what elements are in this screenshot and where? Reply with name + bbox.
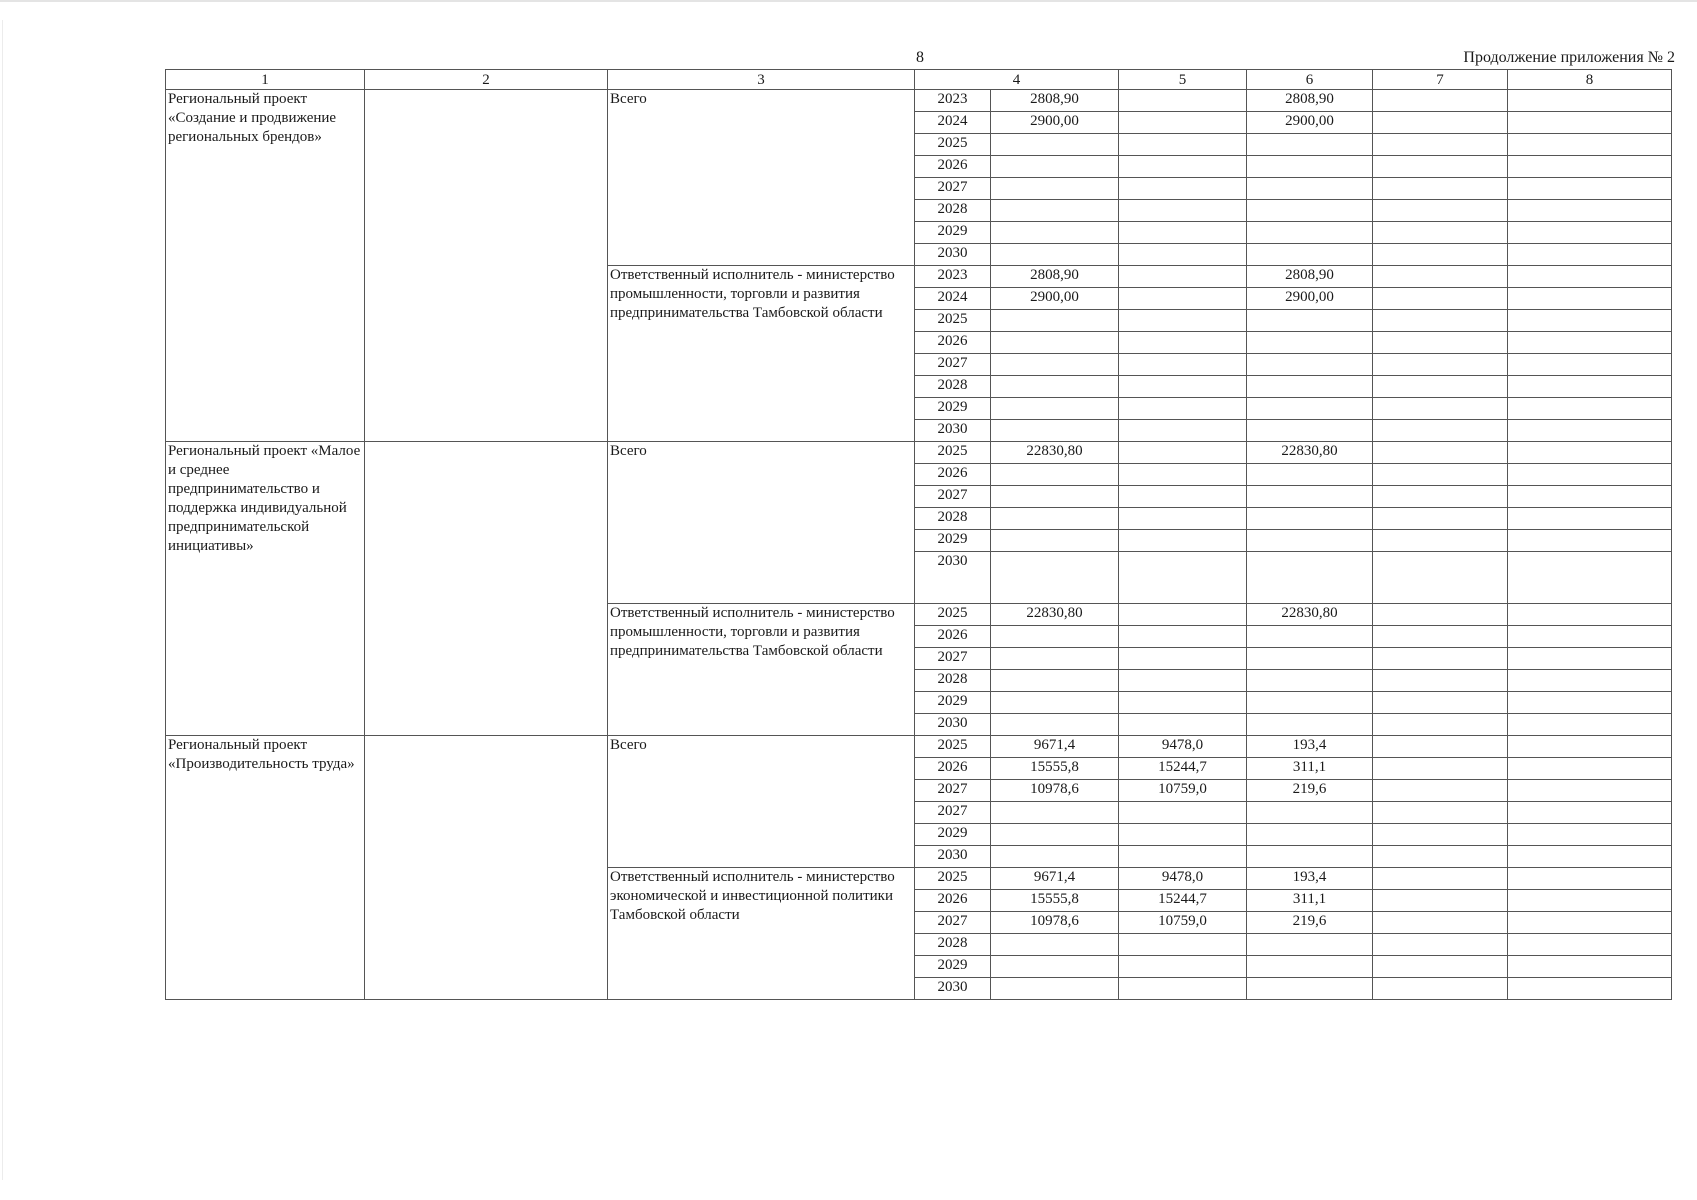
federal-value-cell: 9478,0 <box>1119 736 1247 758</box>
year-cell: 2025 <box>915 868 991 890</box>
group-label-cell: Всего <box>608 442 915 604</box>
regional-value-cell <box>1247 398 1373 420</box>
regional-value-cell <box>1247 332 1373 354</box>
total-value-cell <box>991 156 1119 178</box>
column-7-cell <box>1373 912 1508 934</box>
table-body <box>166 70 1672 1000</box>
year-cell: 2028 <box>915 934 991 956</box>
column-8-cell <box>1508 134 1672 156</box>
federal-value-cell: 10759,0 <box>1119 780 1247 802</box>
year-cell: 2029 <box>915 956 991 978</box>
regional-value-cell: 2900,00 <box>1247 112 1373 134</box>
col-header-8: 8 <box>1508 70 1672 90</box>
column-8-cell <box>1508 978 1672 1000</box>
year-cell: 2026 <box>915 156 991 178</box>
column-8-cell <box>1508 420 1672 442</box>
federal-value-cell <box>1119 670 1247 692</box>
table-row <box>166 736 1672 758</box>
year-cell: 2026 <box>915 758 991 780</box>
federal-value-cell <box>1119 442 1247 464</box>
total-value-cell <box>991 978 1119 1000</box>
column-8-cell <box>1508 398 1672 420</box>
year-cell: 2029 <box>915 692 991 714</box>
col-header-2: 2 <box>365 70 608 90</box>
year-cell: 2027 <box>915 354 991 376</box>
column-8-cell <box>1508 604 1672 626</box>
total-value-cell <box>991 398 1119 420</box>
regional-value-cell <box>1247 222 1373 244</box>
column-8-cell <box>1508 626 1672 648</box>
column-8-cell <box>1508 354 1672 376</box>
total-value-cell <box>991 332 1119 354</box>
federal-value-cell <box>1119 266 1247 288</box>
table-row <box>166 442 1672 464</box>
column-7-cell <box>1373 200 1508 222</box>
column-8-cell <box>1508 200 1672 222</box>
year-cell: 2023 <box>915 90 991 112</box>
col-header-1: 1 <box>166 70 365 90</box>
column-7-cell <box>1373 376 1508 398</box>
regional-value-cell <box>1247 956 1373 978</box>
regional-value-cell: 193,4 <box>1247 868 1373 890</box>
year-cell: 2025 <box>915 736 991 758</box>
year-cell: 2025 <box>915 604 991 626</box>
total-value-cell <box>991 508 1119 530</box>
total-value-cell <box>991 626 1119 648</box>
regional-value-cell: 2808,90 <box>1247 90 1373 112</box>
column-7-cell <box>1373 648 1508 670</box>
regional-value-cell <box>1247 824 1373 846</box>
column-8-cell <box>1508 934 1672 956</box>
regional-value-cell <box>1247 692 1373 714</box>
year-cell: 2025 <box>915 310 991 332</box>
federal-value-cell <box>1119 552 1247 604</box>
total-value-cell: 9671,4 <box>991 736 1119 758</box>
year-cell: 2030 <box>915 552 991 604</box>
total-value-cell: 2808,90 <box>991 90 1119 112</box>
year-cell: 2027 <box>915 648 991 670</box>
column-7-cell <box>1373 354 1508 376</box>
column-8-cell <box>1508 508 1672 530</box>
year-cell: 2030 <box>915 420 991 442</box>
column-7-cell <box>1373 552 1508 604</box>
column-8-cell <box>1508 552 1672 604</box>
total-value-cell: 15555,8 <box>991 758 1119 780</box>
column-8-cell <box>1508 156 1672 178</box>
regional-value-cell: 193,4 <box>1247 736 1373 758</box>
page-number: 8 <box>916 49 924 66</box>
column-8-cell <box>1508 376 1672 398</box>
column-7-cell <box>1373 846 1508 868</box>
regional-value-cell: 311,1 <box>1247 758 1373 780</box>
column-8-cell <box>1508 266 1672 288</box>
regional-value-cell <box>1247 134 1373 156</box>
total-value-cell: 15555,8 <box>991 890 1119 912</box>
column-7-cell <box>1373 626 1508 648</box>
column-8-cell <box>1508 758 1672 780</box>
federal-value-cell <box>1119 648 1247 670</box>
total-value-cell <box>991 802 1119 824</box>
total-value-cell: 2808,90 <box>991 266 1119 288</box>
federal-value-cell <box>1119 508 1247 530</box>
column-8-cell <box>1508 956 1672 978</box>
year-cell: 2030 <box>915 978 991 1000</box>
column-8-cell <box>1508 692 1672 714</box>
appendix-caption: Продолжение приложения № 2 <box>1463 49 1675 66</box>
total-value-cell: 2900,00 <box>991 112 1119 134</box>
column-7-cell <box>1373 310 1508 332</box>
column-8-cell <box>1508 714 1672 736</box>
column-8-cell <box>1508 802 1672 824</box>
regional-value-cell: 2808,90 <box>1247 266 1373 288</box>
column-8-cell <box>1508 112 1672 134</box>
column-8-cell <box>1508 222 1672 244</box>
total-value-cell <box>991 714 1119 736</box>
total-value-cell <box>991 376 1119 398</box>
total-value-cell <box>991 354 1119 376</box>
federal-value-cell: 10759,0 <box>1119 912 1247 934</box>
total-value-cell <box>991 824 1119 846</box>
year-cell: 2027 <box>915 912 991 934</box>
year-cell: 2028 <box>915 376 991 398</box>
year-cell: 2027 <box>915 780 991 802</box>
total-value-cell: 22830,80 <box>991 442 1119 464</box>
regional-value-cell <box>1247 200 1373 222</box>
column-7-cell <box>1373 508 1508 530</box>
column-7-cell <box>1373 156 1508 178</box>
regional-value-cell <box>1247 714 1373 736</box>
total-value-cell <box>991 464 1119 486</box>
regional-value-cell: 2900,00 <box>1247 288 1373 310</box>
regional-value-cell <box>1247 420 1373 442</box>
column-7-cell <box>1373 978 1508 1000</box>
federal-value-cell <box>1119 692 1247 714</box>
federal-value-cell <box>1119 802 1247 824</box>
column-8-cell <box>1508 244 1672 266</box>
regional-value-cell <box>1247 670 1373 692</box>
col-header-6: 6 <box>1247 70 1373 90</box>
table-row <box>166 90 1672 112</box>
col-header-7: 7 <box>1373 70 1508 90</box>
project-name-cell: Региональный проект «Малое и среднее предпринимательство и поддержка индивидуальной предпринимательской инициативы» <box>166 442 365 736</box>
column-2-cell <box>365 736 608 1000</box>
column-2-cell <box>365 90 608 442</box>
regional-value-cell: 22830,80 <box>1247 604 1373 626</box>
column-8-cell <box>1508 178 1672 200</box>
federal-value-cell <box>1119 978 1247 1000</box>
regional-value-cell <box>1247 552 1373 604</box>
federal-value-cell <box>1119 222 1247 244</box>
column-8-cell <box>1508 912 1672 934</box>
column-7-cell <box>1373 802 1508 824</box>
regional-value-cell <box>1247 508 1373 530</box>
total-value-cell <box>991 934 1119 956</box>
col-header-3: 3 <box>608 70 915 90</box>
year-cell: 2026 <box>915 626 991 648</box>
federal-value-cell <box>1119 288 1247 310</box>
column-8-cell <box>1508 332 1672 354</box>
column-7-cell <box>1373 464 1508 486</box>
federal-value-cell <box>1119 626 1247 648</box>
total-value-cell <box>991 200 1119 222</box>
column-2-cell <box>365 442 608 736</box>
regional-value-cell <box>1247 846 1373 868</box>
column-8-cell <box>1508 736 1672 758</box>
column-8-cell <box>1508 464 1672 486</box>
column-7-cell <box>1373 780 1508 802</box>
group-label-cell: Ответственный исполнитель - министерство экономической и инвестиционной политики Тамбовской области <box>608 868 915 1000</box>
regional-value-cell <box>1247 354 1373 376</box>
column-7-cell <box>1373 890 1508 912</box>
column-8-cell <box>1508 824 1672 846</box>
federal-value-cell <box>1119 420 1247 442</box>
financing-table <box>165 69 1672 1000</box>
year-cell: 2024 <box>915 288 991 310</box>
year-cell: 2030 <box>915 714 991 736</box>
column-8-cell <box>1508 530 1672 552</box>
federal-value-cell <box>1119 934 1247 956</box>
column-7-cell <box>1373 244 1508 266</box>
federal-value-cell <box>1119 956 1247 978</box>
regional-value-cell <box>1247 376 1373 398</box>
total-value-cell: 9671,4 <box>991 868 1119 890</box>
column-7-cell <box>1373 90 1508 112</box>
group-label-cell: Ответственный исполнитель - министерство промышленности, торговли и развития предпринимательства Тамбовской области <box>608 266 915 442</box>
federal-value-cell <box>1119 310 1247 332</box>
federal-value-cell: 9478,0 <box>1119 868 1247 890</box>
total-value-cell <box>991 552 1119 604</box>
column-8-cell <box>1508 780 1672 802</box>
scan-top-edge <box>0 0 1697 2</box>
federal-value-cell <box>1119 134 1247 156</box>
column-8-cell <box>1508 90 1672 112</box>
federal-value-cell <box>1119 714 1247 736</box>
total-value-cell: 2900,00 <box>991 288 1119 310</box>
year-cell: 2027 <box>915 486 991 508</box>
total-value-cell <box>991 178 1119 200</box>
column-7-cell <box>1373 824 1508 846</box>
column-8-cell <box>1508 486 1672 508</box>
column-8-cell <box>1508 670 1672 692</box>
column-7-cell <box>1373 604 1508 626</box>
federal-value-cell <box>1119 200 1247 222</box>
col-header-4: 4 <box>915 70 1119 90</box>
column-8-cell <box>1508 846 1672 868</box>
column-8-cell <box>1508 890 1672 912</box>
total-value-cell: 10978,6 <box>991 912 1119 934</box>
total-value-cell <box>991 420 1119 442</box>
regional-value-cell: 219,6 <box>1247 912 1373 934</box>
federal-value-cell <box>1119 156 1247 178</box>
column-7-cell <box>1373 332 1508 354</box>
header-row <box>166 70 1672 90</box>
regional-value-cell <box>1247 648 1373 670</box>
regional-value-cell <box>1247 934 1373 956</box>
column-8-cell <box>1508 288 1672 310</box>
total-value-cell <box>991 222 1119 244</box>
regional-value-cell <box>1247 486 1373 508</box>
year-cell: 2029 <box>915 530 991 552</box>
group-label-cell: Всего <box>608 90 915 266</box>
federal-value-cell <box>1119 332 1247 354</box>
year-cell: 2026 <box>915 464 991 486</box>
column-7-cell <box>1373 956 1508 978</box>
column-7-cell <box>1373 222 1508 244</box>
year-cell: 2029 <box>915 824 991 846</box>
column-7-cell <box>1373 398 1508 420</box>
year-cell: 2026 <box>915 890 991 912</box>
year-cell: 2025 <box>915 442 991 464</box>
federal-value-cell <box>1119 398 1247 420</box>
column-7-cell <box>1373 288 1508 310</box>
federal-value-cell <box>1119 530 1247 552</box>
year-cell: 2024 <box>915 112 991 134</box>
column-7-cell <box>1373 736 1508 758</box>
total-value-cell <box>991 956 1119 978</box>
year-cell: 2030 <box>915 244 991 266</box>
total-value-cell <box>991 846 1119 868</box>
column-7-cell <box>1373 178 1508 200</box>
year-cell: 2028 <box>915 200 991 222</box>
total-value-cell <box>991 134 1119 156</box>
regional-value-cell <box>1247 626 1373 648</box>
federal-value-cell <box>1119 846 1247 868</box>
regional-value-cell <box>1247 802 1373 824</box>
year-cell: 2027 <box>915 178 991 200</box>
total-value-cell <box>991 648 1119 670</box>
year-cell: 2029 <box>915 222 991 244</box>
total-value-cell <box>991 244 1119 266</box>
regional-value-cell: 22830,80 <box>1247 442 1373 464</box>
column-7-cell <box>1373 714 1508 736</box>
column-7-cell <box>1373 420 1508 442</box>
federal-value-cell <box>1119 90 1247 112</box>
project-name-cell: Региональный проект «Создание и продвижение региональных брендов» <box>166 90 365 442</box>
year-cell: 2025 <box>915 134 991 156</box>
column-7-cell <box>1373 112 1508 134</box>
column-7-cell <box>1373 670 1508 692</box>
column-7-cell <box>1373 486 1508 508</box>
total-value-cell <box>991 670 1119 692</box>
federal-value-cell <box>1119 604 1247 626</box>
federal-value-cell: 15244,7 <box>1119 890 1247 912</box>
total-value-cell <box>991 310 1119 332</box>
column-7-cell <box>1373 692 1508 714</box>
column-8-cell <box>1508 310 1672 332</box>
federal-value-cell <box>1119 824 1247 846</box>
column-8-cell <box>1508 868 1672 890</box>
scan-left-edge <box>2 20 3 1180</box>
year-cell: 2030 <box>915 846 991 868</box>
regional-value-cell: 219,6 <box>1247 780 1373 802</box>
year-cell: 2026 <box>915 332 991 354</box>
project-name-cell: Региональный проект «Производительность труда» <box>166 736 365 1000</box>
federal-value-cell <box>1119 244 1247 266</box>
federal-value-cell: 15244,7 <box>1119 758 1247 780</box>
regional-value-cell <box>1247 178 1373 200</box>
column-7-cell <box>1373 442 1508 464</box>
regional-value-cell: 311,1 <box>1247 890 1373 912</box>
total-value-cell: 10978,6 <box>991 780 1119 802</box>
federal-value-cell <box>1119 178 1247 200</box>
regional-value-cell <box>1247 464 1373 486</box>
federal-value-cell <box>1119 486 1247 508</box>
column-8-cell <box>1508 442 1672 464</box>
column-7-cell <box>1373 758 1508 780</box>
total-value-cell <box>991 486 1119 508</box>
regional-value-cell <box>1247 530 1373 552</box>
regional-value-cell <box>1247 978 1373 1000</box>
group-label-cell: Всего <box>608 736 915 868</box>
group-label-cell: Ответственный исполнитель - министерство промышленности, торговли и развития предпринимательства Тамбовской области <box>608 604 915 736</box>
year-cell: 2023 <box>915 266 991 288</box>
regional-value-cell <box>1247 310 1373 332</box>
year-cell: 2029 <box>915 398 991 420</box>
year-cell: 2027 <box>915 802 991 824</box>
total-value-cell: 22830,80 <box>991 604 1119 626</box>
regional-value-cell <box>1247 156 1373 178</box>
column-7-cell <box>1373 530 1508 552</box>
year-cell: 2028 <box>915 508 991 530</box>
column-7-cell <box>1373 868 1508 890</box>
federal-value-cell <box>1119 112 1247 134</box>
col-header-5: 5 <box>1119 70 1247 90</box>
column-7-cell <box>1373 134 1508 156</box>
column-8-cell <box>1508 648 1672 670</box>
regional-value-cell <box>1247 244 1373 266</box>
column-7-cell <box>1373 266 1508 288</box>
year-cell: 2028 <box>915 670 991 692</box>
total-value-cell <box>991 692 1119 714</box>
federal-value-cell <box>1119 464 1247 486</box>
column-7-cell <box>1373 934 1508 956</box>
federal-value-cell <box>1119 354 1247 376</box>
total-value-cell <box>991 530 1119 552</box>
federal-value-cell <box>1119 376 1247 398</box>
